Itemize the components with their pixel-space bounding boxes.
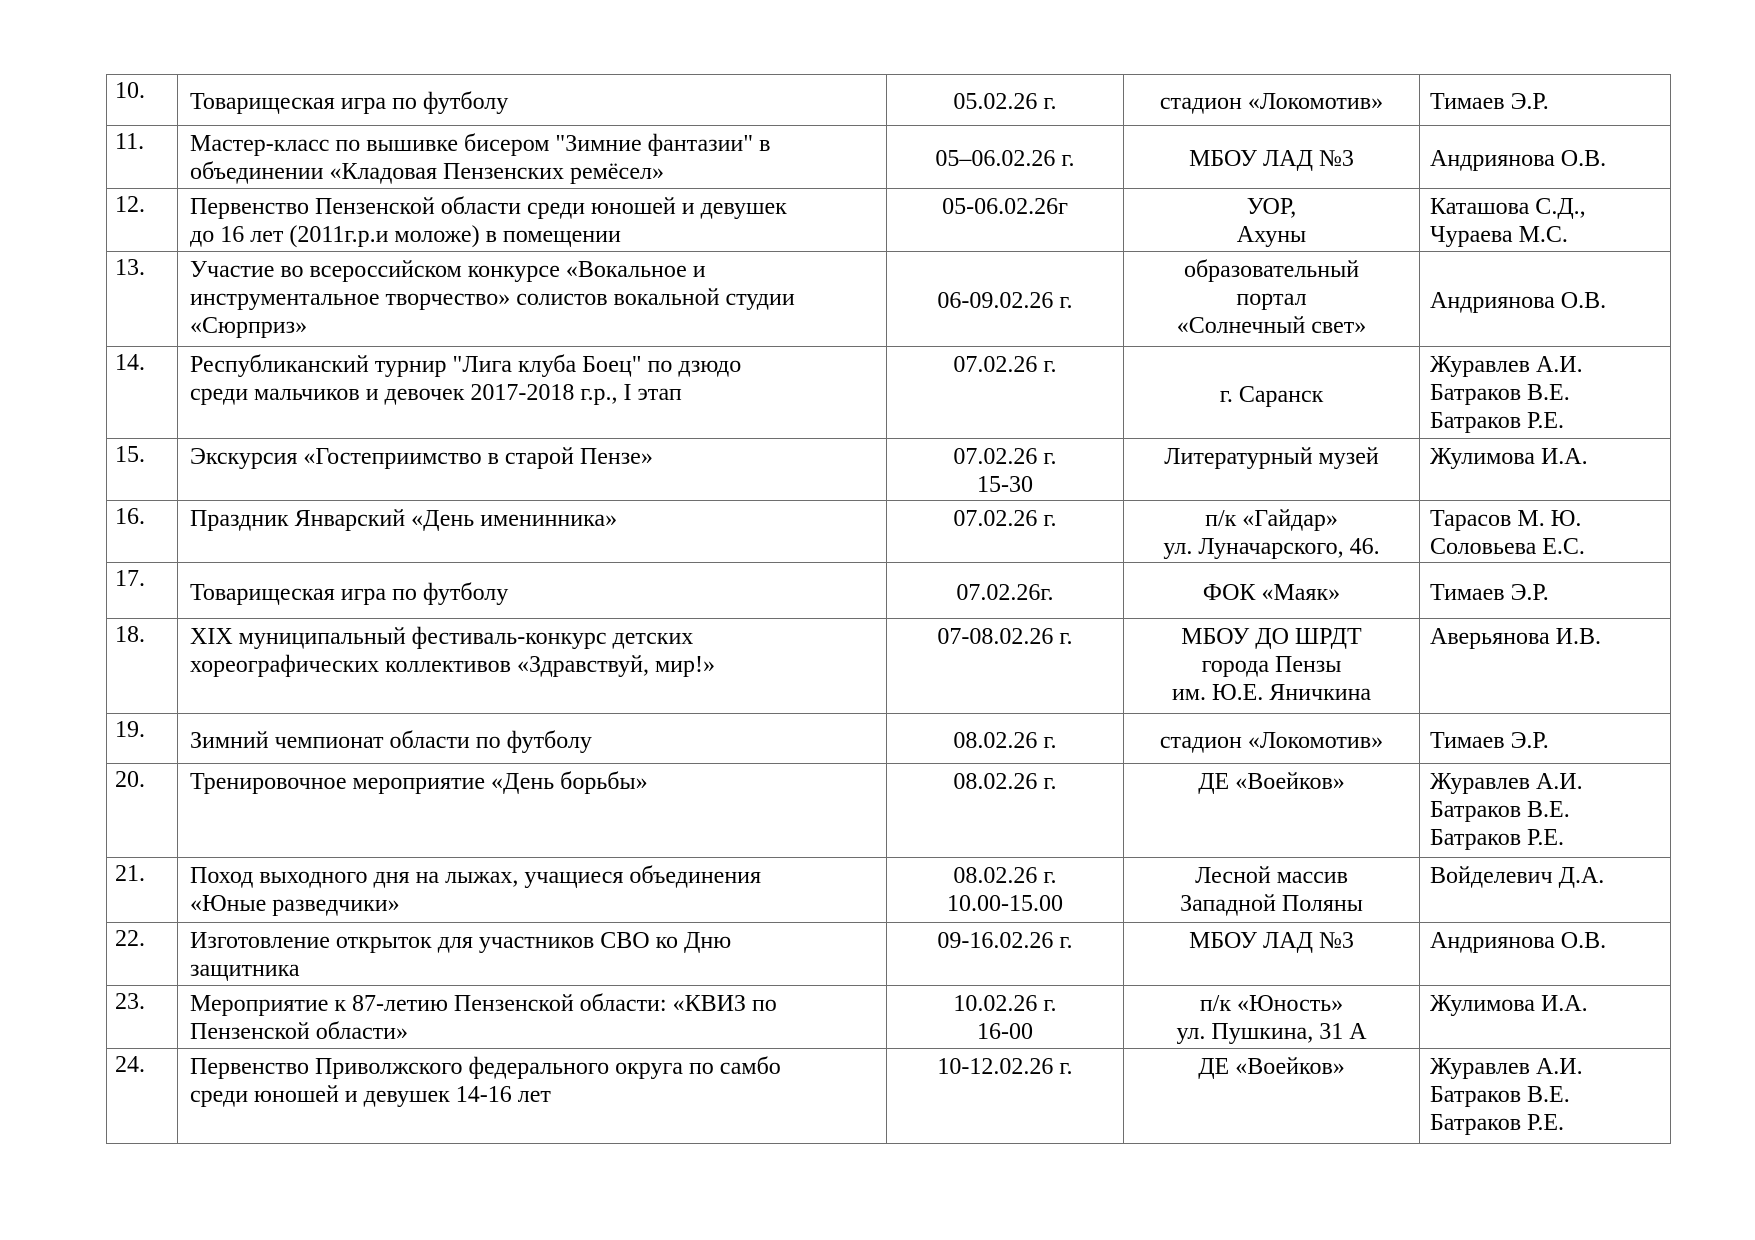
table-row xyxy=(107,347,1671,439)
row-number: 14. xyxy=(107,347,178,439)
cell-date xyxy=(887,923,1124,986)
title-line: Мероприятие к 87-летию Пензенской области: «КВИЗ по xyxy=(190,991,777,1017)
title-line: Первенство Пензенской области среди юношей и девушек xyxy=(190,194,787,220)
title-line: среди мальчиков и девочек 2017-2018 г.р., I этап xyxy=(190,380,682,406)
table-row xyxy=(107,563,1671,619)
table-row xyxy=(107,764,1671,858)
title-line: Товарищеская игра по футболу xyxy=(190,89,509,115)
cell-date xyxy=(887,1049,1124,1144)
table-row xyxy=(107,501,1671,563)
title-line: XIX муниципальный фестиваль-конкурс детских xyxy=(190,624,694,650)
place-line: Западной Поляны xyxy=(1180,891,1363,917)
cell-title xyxy=(178,252,887,347)
date-line: 07.02.26 г. xyxy=(953,352,1057,378)
title-line: Мастер-класс по вышивке бисером "Зимние фантазии" в xyxy=(190,131,771,157)
cell-date xyxy=(887,439,1124,501)
row-number: 17. xyxy=(107,563,178,619)
date-line: 10.02.26 г. xyxy=(953,991,1057,1017)
person-line: Батраков В.Е. xyxy=(1430,380,1570,406)
date-line: 07.02.26 г. xyxy=(953,506,1057,532)
title-line: до 16 лет (2011г.р.и моложе) в помещении xyxy=(190,222,621,248)
cell-date xyxy=(887,764,1124,858)
title-line: среди юношей и девушек 14-16 лет xyxy=(190,1082,551,1108)
table-row xyxy=(107,252,1671,347)
place-line: МБОУ ДО ШРДТ xyxy=(1181,624,1362,650)
row-number: 19. xyxy=(107,714,178,764)
place-line: города Пензы xyxy=(1201,652,1342,678)
row-number: 13. xyxy=(107,252,178,347)
title-line: Первенство Приволжского федерального округа по самбо xyxy=(190,1054,781,1080)
cell-place xyxy=(1124,189,1420,252)
table-row xyxy=(107,75,1671,126)
person-line: Войделевич Д.А. xyxy=(1430,863,1605,889)
cell-person xyxy=(1420,563,1671,619)
cell-date xyxy=(887,501,1124,563)
row-number: 22. xyxy=(107,923,178,986)
table-row xyxy=(107,714,1671,764)
cell-title xyxy=(178,75,887,126)
row-number: 20. xyxy=(107,764,178,858)
title-line: Товарищеская игра по футболу xyxy=(190,579,509,606)
events-table xyxy=(106,74,1671,1144)
table-row xyxy=(107,439,1671,501)
date-line: 05.02.26 г. xyxy=(953,89,1057,115)
cell-place xyxy=(1124,252,1420,347)
cell-title xyxy=(178,714,887,764)
cell-title xyxy=(178,347,887,439)
person-line: Журавлев А.И. xyxy=(1430,1054,1583,1080)
person-line: Каташова С.Д., xyxy=(1430,194,1586,220)
cell-person xyxy=(1420,1049,1671,1144)
place-line: п/к «Гайдар» xyxy=(1205,506,1338,532)
date-line: 08.02.26 г. xyxy=(953,769,1057,795)
cell-title xyxy=(178,501,887,563)
title-line: объединении «Кладовая Пензенских ремёсел» xyxy=(190,159,665,185)
row-number: 15. xyxy=(107,439,178,501)
place-line: ул. Луначарского, 46. xyxy=(1163,534,1380,560)
title-line: «Сюрприз» xyxy=(190,313,308,339)
person-line: Андриянова О.В. xyxy=(1430,146,1607,172)
row-number: 16. xyxy=(107,501,178,563)
cell-title xyxy=(178,563,887,619)
place-line: стадион «Локомотив» xyxy=(1159,89,1384,115)
date-line: 05-06.02.26г xyxy=(942,194,1068,220)
person-line: Аверьянова И.В. xyxy=(1430,624,1602,650)
row-number: 24. xyxy=(107,1049,178,1144)
title-line: Участие во всероссийском конкурсе «Вокальное и xyxy=(190,257,706,283)
cell-place xyxy=(1124,501,1420,563)
date-line: 08.02.26 г. xyxy=(953,727,1057,754)
person-line: Жулимова И.А. xyxy=(1430,991,1588,1017)
person-line: Батраков В.Е. xyxy=(1430,1082,1570,1108)
cell-person xyxy=(1420,764,1671,858)
date-line: 09-16.02.26 г. xyxy=(937,928,1073,954)
date-line: 06-09.02.26 г. xyxy=(937,288,1073,314)
cell-place xyxy=(1124,858,1420,923)
cell-place xyxy=(1124,764,1420,858)
cell-date xyxy=(887,347,1124,439)
title-line: защитника xyxy=(190,956,300,982)
date-line: 08.02.26 г. xyxy=(953,863,1057,889)
table-row xyxy=(107,923,1671,986)
place-line: УОР, xyxy=(1246,194,1297,220)
table-row xyxy=(107,189,1671,252)
person-line: Андриянова О.В. xyxy=(1430,928,1607,954)
place-line: Лесной массив xyxy=(1195,863,1348,889)
title-line: «Юные разведчики» xyxy=(190,891,400,917)
person-line: Журавлев А.И. xyxy=(1430,769,1583,795)
row-number: 23. xyxy=(107,986,178,1049)
person-line: Батраков В.Е. xyxy=(1430,797,1570,823)
table-row xyxy=(107,986,1671,1049)
cell-person xyxy=(1420,126,1671,189)
date-line: 07.02.26г. xyxy=(956,579,1054,606)
cell-place xyxy=(1124,986,1420,1049)
cell-title xyxy=(178,923,887,986)
cell-title xyxy=(178,764,887,858)
date-line: 16-00 xyxy=(977,1019,1033,1045)
person-line: Соловьева Е.С. xyxy=(1430,534,1585,560)
place-line: МБОУ ЛАД №3 xyxy=(1189,928,1354,954)
cell-title xyxy=(178,619,887,714)
cell-person xyxy=(1420,923,1671,986)
cell-place xyxy=(1124,75,1420,126)
place-line: стадион «Локомотив» xyxy=(1159,727,1384,754)
cell-place xyxy=(1124,923,1420,986)
place-line: «Солнечный свет» xyxy=(1176,313,1367,339)
title-line: Зимний чемпионат области по футболу xyxy=(190,727,592,754)
cell-person xyxy=(1420,347,1671,439)
place-line: портал xyxy=(1236,285,1307,311)
person-line: Андриянова О.В. xyxy=(1430,288,1607,314)
cell-date xyxy=(887,858,1124,923)
cell-place xyxy=(1124,714,1420,764)
title-line: Тренировочное мероприятие «День борьбы» xyxy=(190,769,648,795)
place-line: ул. Пушкина, 31 А xyxy=(1176,1019,1367,1045)
cell-title xyxy=(178,986,887,1049)
title-line: хореографических коллективов «Здравствуй, мир!» xyxy=(190,652,716,678)
person-line: Тимаев Э.Р. xyxy=(1430,89,1549,115)
events-table-body xyxy=(107,75,1671,1144)
cell-date xyxy=(887,986,1124,1049)
cell-person xyxy=(1420,252,1671,347)
title-line: Изготовление открыток для участников СВО ко Дню xyxy=(190,928,732,954)
date-line: 15-30 xyxy=(977,472,1033,498)
place-line: г. Саранск xyxy=(1219,381,1324,408)
date-line: 10.00-15.00 xyxy=(947,891,1063,917)
cell-place xyxy=(1124,347,1420,439)
place-line: Литературный музей xyxy=(1164,444,1379,470)
title-line: Поход выходного дня на лыжах, учащиеся объединения xyxy=(190,863,762,889)
row-number: 11. xyxy=(107,126,178,189)
person-line: Батраков Р.Е. xyxy=(1430,408,1565,434)
place-line: ДЕ «Воейков» xyxy=(1198,1054,1345,1080)
cell-person xyxy=(1420,858,1671,923)
cell-person xyxy=(1420,619,1671,714)
table-row xyxy=(107,1049,1671,1144)
cell-date xyxy=(887,252,1124,347)
title-line: Экскурсия «Гостеприимство в старой Пензе» xyxy=(190,444,653,470)
row-number: 12. xyxy=(107,189,178,252)
person-line: Тимаев Э.Р. xyxy=(1430,579,1549,606)
cell-place xyxy=(1124,563,1420,619)
row-number: 10. xyxy=(107,75,178,126)
person-line: Чураева М.С. xyxy=(1430,222,1568,248)
cell-title xyxy=(178,126,887,189)
person-line: Тимаев Э.Р. xyxy=(1430,727,1549,754)
cell-title xyxy=(178,439,887,501)
person-line: Батраков Р.Е. xyxy=(1430,1110,1565,1136)
cell-place xyxy=(1124,1049,1420,1144)
cell-date xyxy=(887,714,1124,764)
table-row xyxy=(107,126,1671,189)
cell-place xyxy=(1124,439,1420,501)
cell-place xyxy=(1124,619,1420,714)
place-line: МБОУ ЛАД №3 xyxy=(1189,146,1354,172)
cell-person xyxy=(1420,75,1671,126)
cell-title xyxy=(178,858,887,923)
place-line: им. Ю.Е. Яничкина xyxy=(1171,680,1372,706)
cell-person xyxy=(1420,439,1671,501)
date-line: 05–06.02.26 г. xyxy=(935,146,1075,172)
cell-date xyxy=(887,189,1124,252)
cell-date xyxy=(887,563,1124,619)
place-line: Ахуны xyxy=(1236,222,1307,248)
row-number: 21. xyxy=(107,858,178,923)
date-line: 07-08.02.26 г. xyxy=(937,624,1073,650)
table-row xyxy=(107,619,1671,714)
cell-place xyxy=(1124,126,1420,189)
cell-title xyxy=(178,189,887,252)
row-number: 18. xyxy=(107,619,178,714)
place-line: ФОК «Маяк» xyxy=(1202,579,1341,606)
cell-person xyxy=(1420,189,1671,252)
person-line: Журавлев А.И. xyxy=(1430,352,1583,378)
place-line: образовательный xyxy=(1183,257,1360,283)
cell-date xyxy=(887,75,1124,126)
cell-title xyxy=(178,1049,887,1144)
title-line: Пензенской области» xyxy=(190,1019,408,1045)
person-line: Батраков Р.Е. xyxy=(1430,825,1565,851)
person-line: Жулимова И.А. xyxy=(1430,444,1588,470)
title-line: инструментальное творчество» солистов вокальной студии xyxy=(190,285,795,311)
place-line: п/к «Юность» xyxy=(1199,991,1344,1017)
cell-person xyxy=(1420,986,1671,1049)
cell-person xyxy=(1420,501,1671,563)
table-row xyxy=(107,858,1671,923)
date-line: 07.02.26 г. xyxy=(953,444,1057,470)
cell-date xyxy=(887,619,1124,714)
title-line: Праздник Январский «День именинника» xyxy=(190,506,618,532)
cell-date xyxy=(887,126,1124,189)
place-line: ДЕ «Воейков» xyxy=(1198,769,1345,795)
title-line: Республиканский турнир "Лига клуба Боец" по дзюдо xyxy=(190,352,742,378)
person-line: Тарасов М. Ю. xyxy=(1430,506,1582,532)
cell-person xyxy=(1420,714,1671,764)
date-line: 10-12.02.26 г. xyxy=(937,1054,1073,1080)
